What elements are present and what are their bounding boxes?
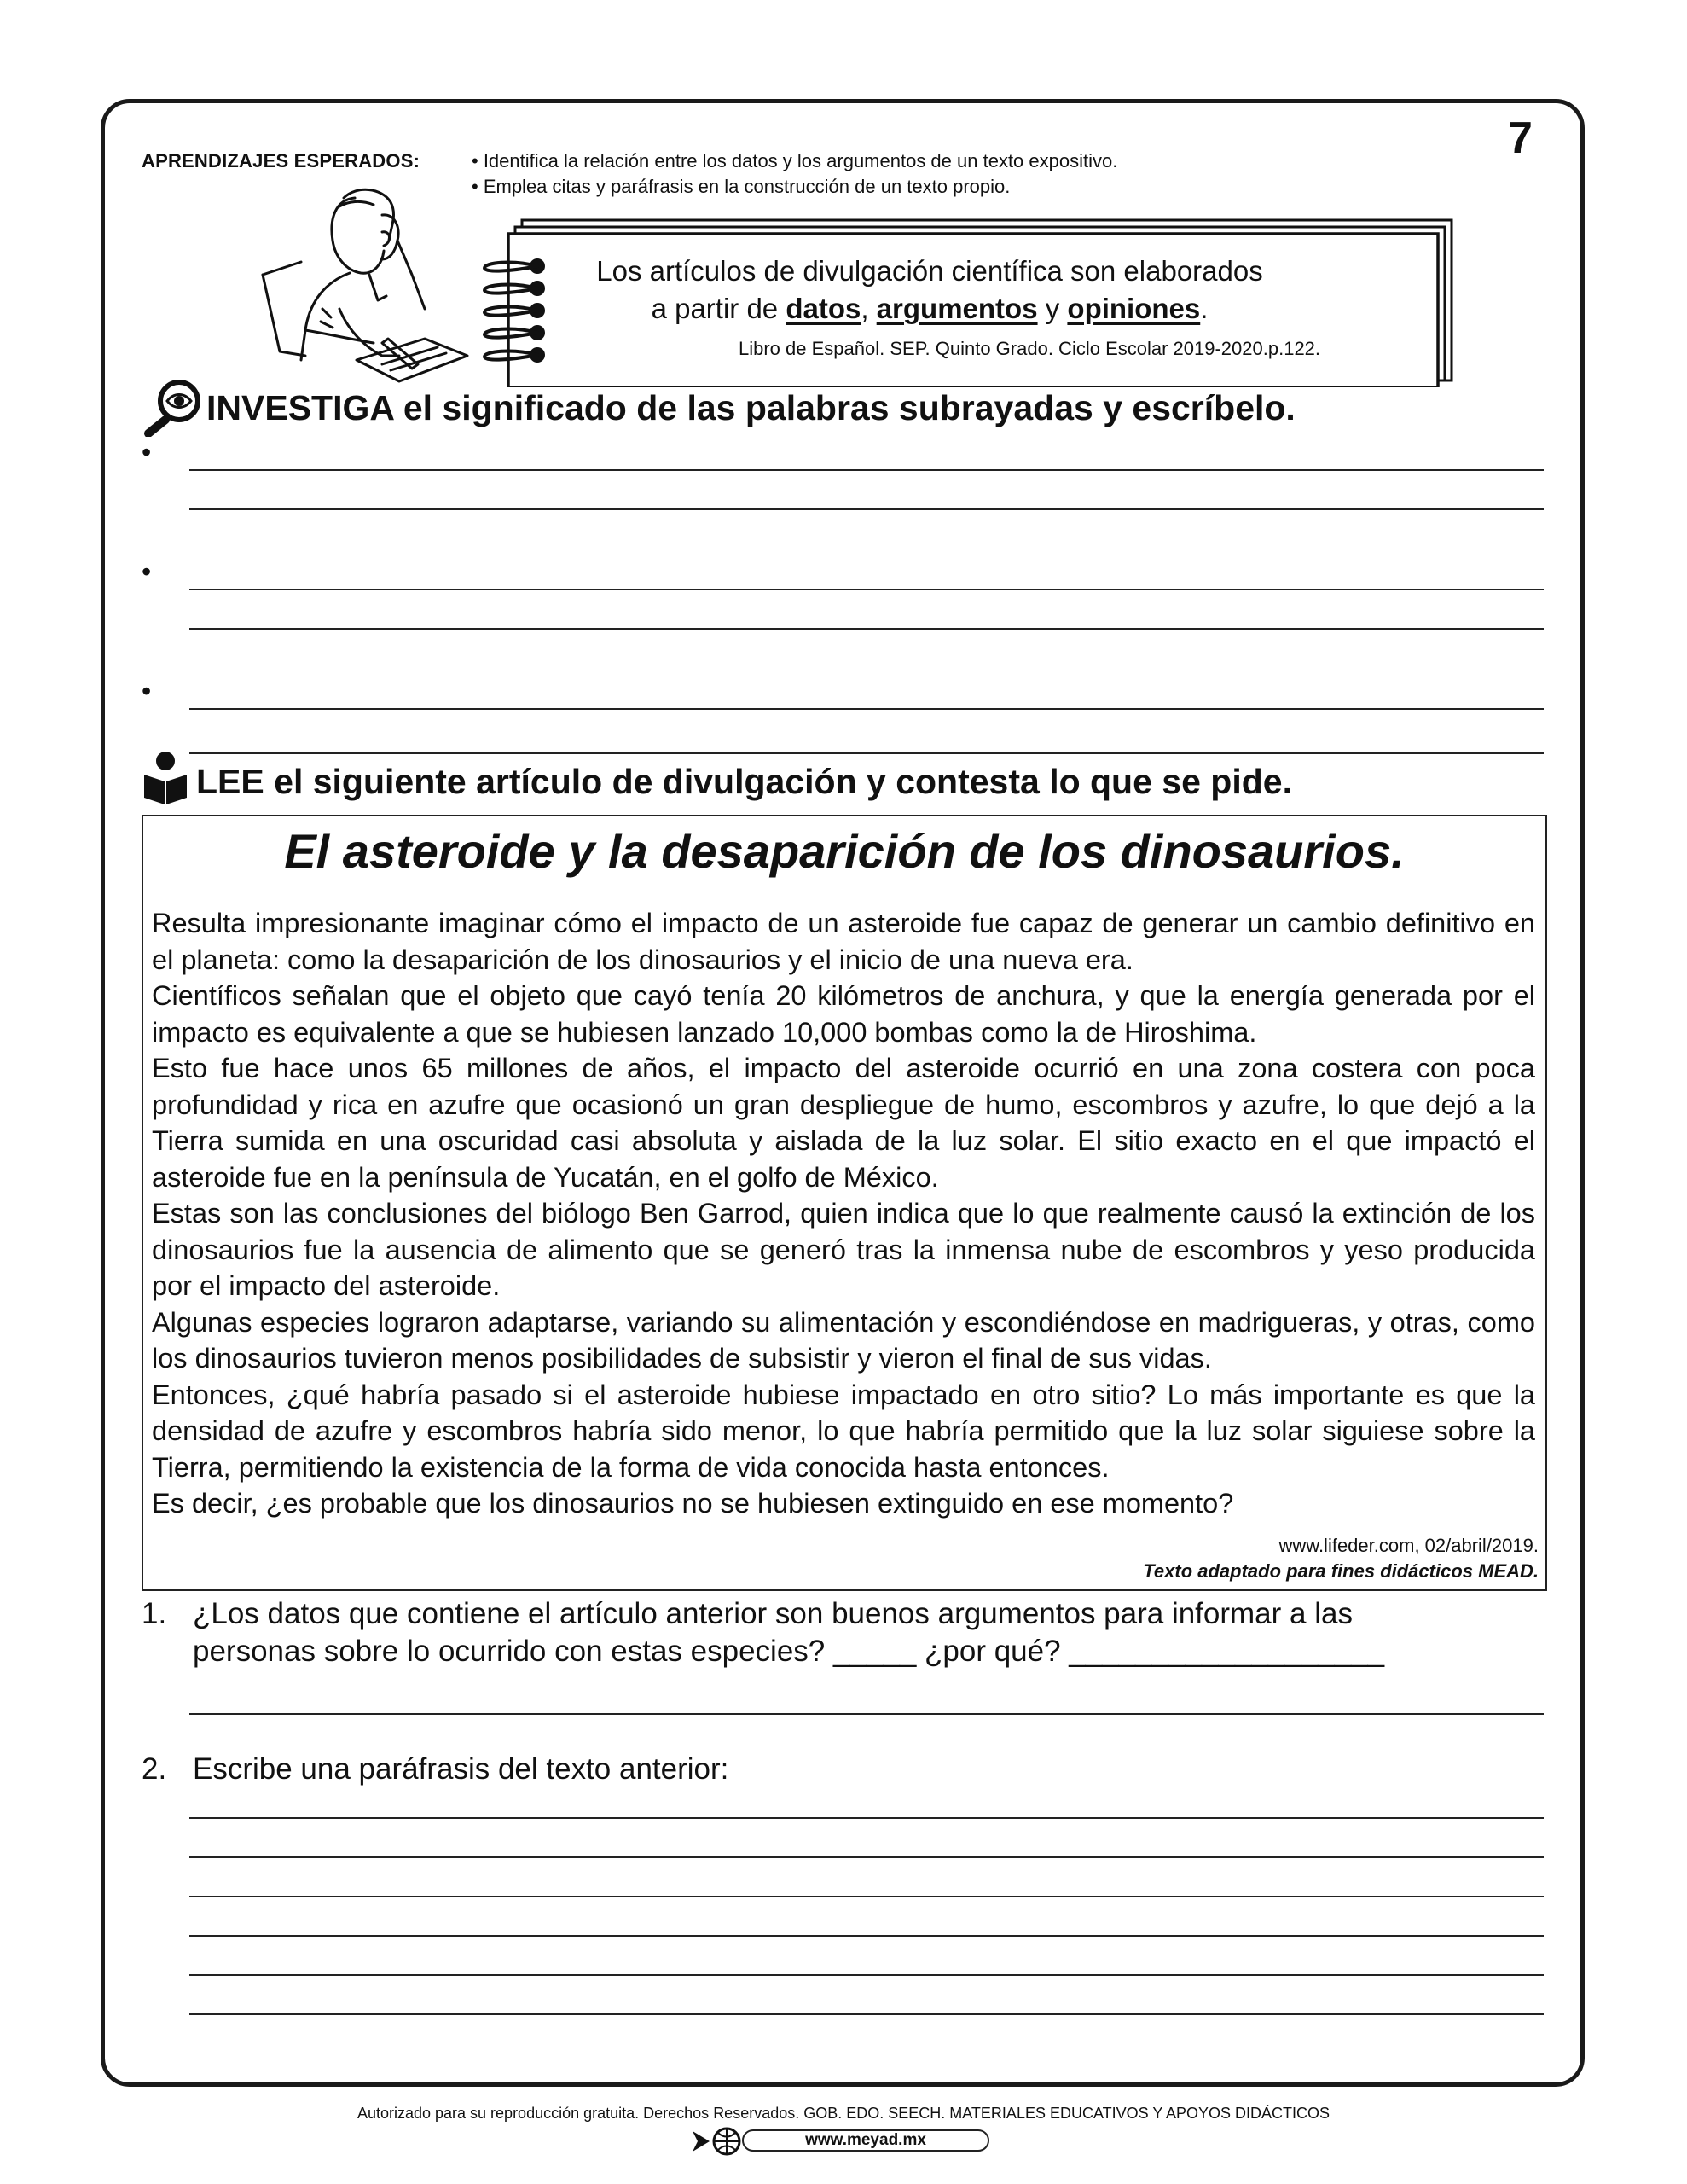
article-paragraph: Resulta impresionante imaginar cómo el impacto de un asteroide fue capaz de generar un cambio definitivo en el planeta: como la desaparición de los dinosaurios y el inicio de una nueva era. <box>152 908 1535 975</box>
keyword-datos: datos <box>786 293 861 324</box>
answer-line[interactable] <box>189 1974 1544 1976</box>
bullet: • <box>142 437 152 468</box>
article-box <box>142 815 1547 1591</box>
answer-line[interactable] <box>189 2013 1544 2015</box>
learning-goal-item: • Identifica la relación entre los datos y los argumentos de un texto expositivo. <box>472 150 1118 171</box>
note-text <box>546 253 1313 328</box>
keyword-argumentos: argumentos <box>876 293 1038 324</box>
writing-line[interactable] <box>189 469 1544 471</box>
answer-line[interactable] <box>189 1817 1544 1819</box>
writing-line[interactable] <box>189 628 1544 630</box>
question-1-line-1: ¿Los datos que contiene el artículo anterior son buenos argumentos para informar a las <box>193 1597 1353 1630</box>
investiga-instruction: el significado de las palabras subrayadas y escríbelo. <box>393 388 1296 427</box>
article-source: www.lifeder.com, 02/abril/2019. <box>1278 1535 1539 1556</box>
answer-line[interactable] <box>189 1896 1544 1897</box>
question-2-text: Escribe una paráfrasis del texto anterior: <box>193 1752 729 1786</box>
magnifier-eye-icon <box>142 379 205 437</box>
note-end-period: . <box>1200 293 1209 324</box>
note-separator: y <box>1037 293 1068 324</box>
note-line-2-prefix: a partir de <box>651 293 786 324</box>
question-number: 2. <box>142 1752 167 1786</box>
lee-keyword: LEE <box>196 762 264 801</box>
article-adaptation-note: Texto adaptado para fines didácticos MEAD. <box>1143 1560 1539 1582</box>
page-number: 7 <box>1508 113 1533 163</box>
investiga-heading <box>206 388 1296 428</box>
article-paragraph: Algunas especies lograron adaptarse, variando su alimentación y escondiéndose en madrigueras, y otras, como los dinosaurios tuvieron menos posibilidades de subsistir y vieron el final de sus vidas. <box>152 1306 1535 1374</box>
investiga-keyword: INVESTIGA <box>206 388 394 427</box>
writing-line[interactable] <box>189 589 1544 590</box>
answer-line[interactable] <box>189 1856 1544 1858</box>
article-paragraph: Científicos señalan que el objeto que cayó tenía 20 kilómetros de anchura, y que la energía generada por el impacto es equivalente a que se hubiesen lanzado 10,000 bombas como la de Hiroshima. <box>152 980 1535 1048</box>
reading-person-icon <box>142 751 189 805</box>
note-source: Libro de Español. SEP. Quinto Grado. Ciclo Escolar 2019-2020.p.122. <box>739 338 1321 359</box>
article-paragraph: Estas son las conclusiones del biólogo Ben Garrod, quien indica que lo que realmente causó la extinción de los dinosaurios fue la ausencia de alimento que se generó tras la inmensa nube de escombros y yeso producida por el impacto del asteroide. <box>152 1198 1535 1301</box>
question-number: 1. <box>142 1597 167 1630</box>
article-paragraph: Entonces, ¿qué habría pasado si el asteroide hubiese impactado en otro sitio? Lo más importante es que la densidad de azufre y escombros habría sido menor, lo que habría permitido que la luz solar siguiese sobre la Tierra, permitiendo la existencia de la forma de vida conocida hasta entonces. <box>152 1379 1535 1483</box>
learning-goals-label: APRENDIZAJES ESPERADOS: <box>142 150 420 171</box>
student-writing-illustration <box>254 181 476 386</box>
website-link[interactable]: www.meyad.mx <box>742 2129 989 2152</box>
keyword-opiniones: opiniones <box>1067 293 1201 324</box>
writing-line[interactable] <box>189 708 1544 710</box>
article-body <box>152 905 1535 1522</box>
learning-goal-item: • Emplea citas y paráfrasis en la construcción de un texto propio. <box>472 176 1011 197</box>
note-separator: , <box>861 293 877 324</box>
lee-heading <box>196 762 1292 802</box>
arrow-globe-icon <box>691 2124 744 2158</box>
note-line-2 <box>546 290 1313 328</box>
article-title: El asteroide y la desaparición de los dinosaurios. <box>284 824 1405 878</box>
article-paragraph: Es decir, ¿es probable que los dinosaurios no se hubiesen extinguido en ese momento? <box>152 1488 1234 1519</box>
writing-line[interactable] <box>189 752 1544 754</box>
answer-line[interactable] <box>189 1935 1544 1937</box>
bullet: • <box>142 556 152 587</box>
question-1-line-2: personas sobre lo ocurrido con estas especies? _____ ¿por qué? ___________________ <box>193 1635 1385 1668</box>
answer-line[interactable] <box>189 1713 1544 1715</box>
footer-rights-text: Autorizado para su reproducción gratuita. Derechos Reservados. GOB. EDO. SEECH. MATERIALES EDUCATIVOS Y APOYOS DIDÁCTICOS <box>357 2105 1330 2122</box>
lee-instruction: el siguiente artículo de divulgación y contesta lo que se pide. <box>264 762 1292 801</box>
note-line-1: Los artículos de divulgación científica son elaborados <box>596 255 1263 287</box>
writing-line[interactable] <box>189 508 1544 510</box>
article-paragraph: Esto fue hace unos 65 millones de años, el impacto del asteroide ocurrió en una zona costera con poca profundidad y rica en azufre que ocasionó un gran despliegue de humo, escombros y azufre, lo que dejó a la Tierra sumida en una oscuridad casi absoluta y aislada de la luz solar. El sitio exacto en el que impactó el asteroide fue en la península de Yucatán, en el golfo de México. <box>152 1053 1535 1193</box>
bullet: • <box>142 676 152 706</box>
